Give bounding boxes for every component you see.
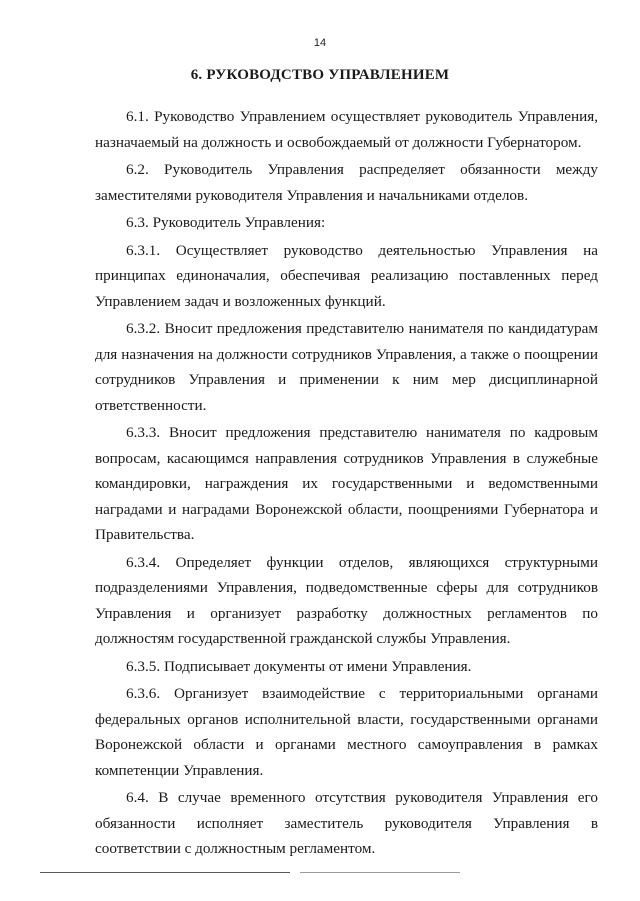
paragraph-6-3-1: 6.3.1. Осуществляет руководство деятельностью Управления на принципах единоначалия, обеспечивая реализацию поставленных перед Управлением задач и возложенных функций. <box>95 241 598 310</box>
document-body <box>95 104 598 862</box>
paragraph-6-3-5: 6.3.5. Подписывает документы от имени Управления. <box>126 657 472 675</box>
page-number: 14 <box>313 37 327 49</box>
paragraph-6-4: 6.4. В случае временного отсутствия руководителя Управления его обязанности исполняет заместитель руководителя Управления в соответствии с должностным регламентом. <box>95 789 598 857</box>
paragraph-6-3-4: 6.3.4. Определяет функции отделов, являющихся структурными подразделениями Управления, подведомственные сферы для сотрудников Управления и организует разработку должностных регламентов по должностям государственной гражданской службы Управления. <box>95 553 598 647</box>
paragraph-6-3: 6.3. Руководитель Управления: <box>126 214 326 231</box>
paragraph-6-3-3: 6.3.3. Вносит предложения представителю нанимателя по кадровым вопросам, касающимся направления сотрудников Управления в служебные командировки, награждения их государственными и ведомственными наградами и наградами Воронежской области, поощрениями Губернатора и Правительства. <box>95 424 598 543</box>
footer-line <box>40 872 290 873</box>
paragraph-6-3-2: 6.3.2. Вносит предложения представителю нанимателя по кандидатурам для назначения на должности сотрудников Управления, а также о поощрении сотрудников Управления и применении к ним мер дисциплинарной ответственности. <box>95 320 598 414</box>
paragraph-6-1: 6.1. Руководство Управлением осуществляет руководитель Управления, назначаемый на должность и освобождаемый от должности Губернатором. <box>95 108 598 151</box>
paragraph-6-2: 6.2. Руководитель Управления распределяет обязанности между заместителями руководителя Управления и начальниками отделов. <box>95 161 598 204</box>
paragraph-6-3-6: 6.3.6. Организует взаимодействие с территориальными органами федеральных органов исполнительной власти, государственными органами Воронежской области и органами местного самоуправления в рамках компетенции Управления. <box>95 685 598 779</box>
section-title: 6. РУКОВОДСТВО УПРАВЛЕНИЕМ <box>190 67 450 83</box>
footer-line-secondary <box>300 872 460 873</box>
